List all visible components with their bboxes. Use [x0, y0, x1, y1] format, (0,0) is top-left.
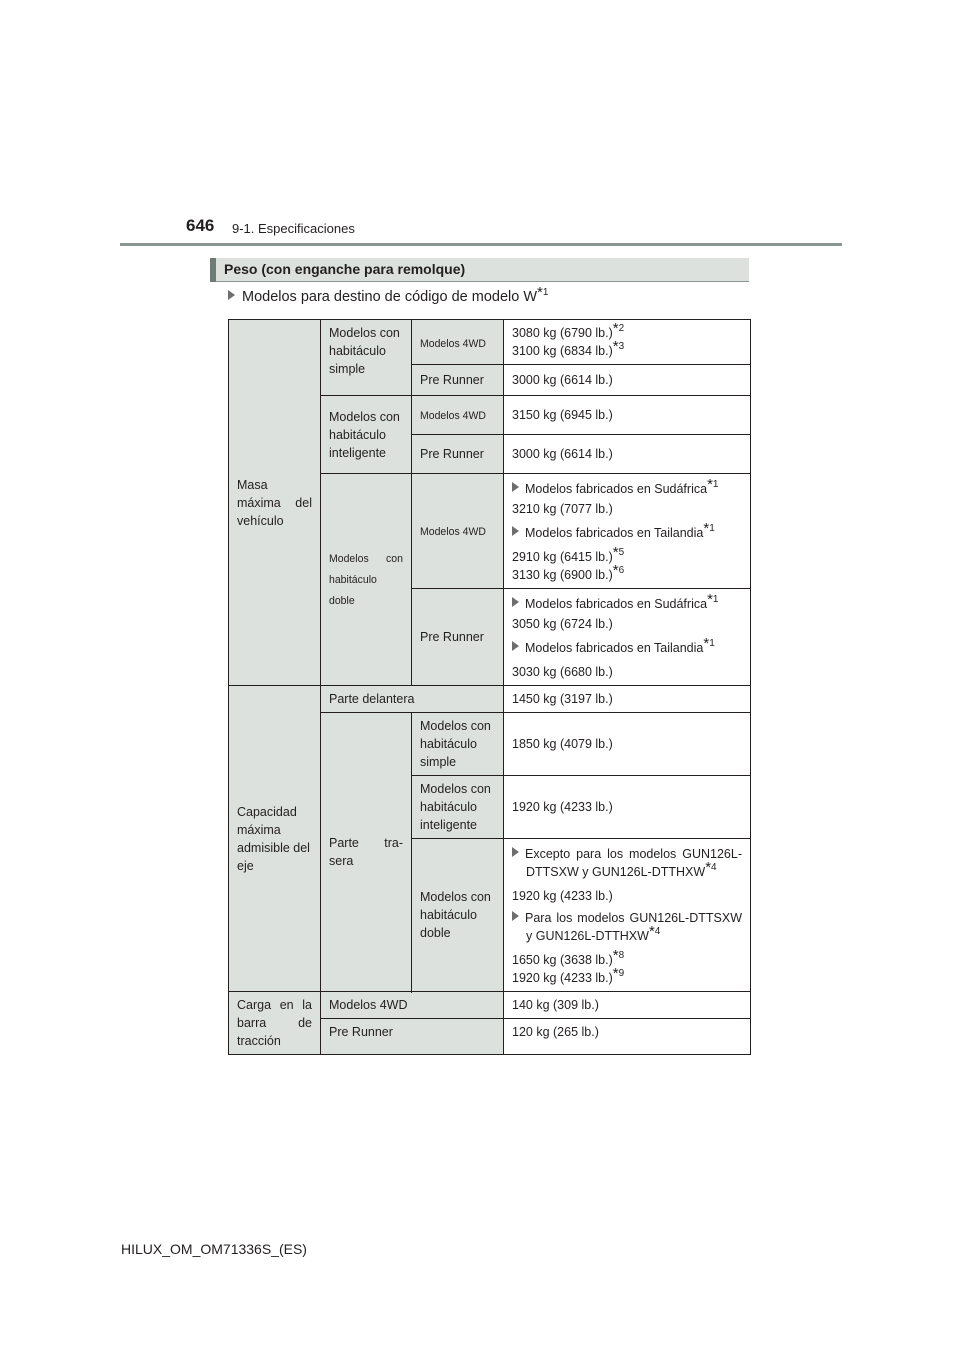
document-code: HILUX_OM_OM71336S_(ES) — [121, 1241, 307, 1257]
value-cell: Modelos fabricados en Sudáfrica$^{*1}$ 3050 kg (6724 lb.) Modelos fabricados en Tailandia$^{*1}$ 3030 kg (6680 lb.) — [504, 589, 751, 686]
subsection-title — [228, 284, 549, 305]
cab-simple-label: Modelos con habitáculo simple — [412, 713, 504, 776]
variant-prerunner-label: Pre Runner — [321, 1019, 504, 1055]
section-heading — [210, 258, 749, 282]
variant-prerunner-label: Pre Runner — [412, 365, 504, 396]
value-cell: 140 kg (309 lb.) — [504, 992, 751, 1019]
value-cell: 1850 kg (4079 lb.) — [504, 713, 751, 776]
subtitle-text: Modelos para destino de código de modelo W — [242, 289, 538, 305]
value-cell: 3000 kg (6614 lb.) — [504, 435, 751, 474]
bullet-triangle-icon — [228, 290, 235, 300]
axle-front-label: Parte delantera — [321, 686, 504, 713]
axle-rear-label: Parte tra-sera — [321, 713, 412, 992]
section-title: 9-1. Especificaciones — [232, 221, 355, 236]
weight-spec-table — [228, 319, 751, 1055]
row-header-carga: Carga en la barra de tracción — [229, 992, 321, 1055]
cab-inteligente-label: Modelos con habitáculo inteligente — [321, 396, 412, 474]
variant-prerunner-label: Pre Runner — [412, 589, 504, 686]
table-row — [229, 320, 751, 365]
value-cell: 3080 kg (6790 lb.)$^{*2}$ 3100 kg (6834 lb.)$^{*3}$ — [504, 320, 751, 365]
table-row — [229, 686, 751, 713]
cab-doble-label: Modelos con habitáculo doble — [412, 839, 504, 992]
variant-4wd-label: Modelos 4WD — [412, 474, 504, 589]
variant-4wd-label: Modelos 4WD — [412, 320, 504, 365]
section-heading-text: Peso (con enganche para remolque) — [224, 261, 466, 277]
variant-4wd-label: Modelos 4WD — [412, 396, 504, 435]
value-cell: 120 kg (265 lb.) — [504, 1019, 751, 1055]
value-cell: 1450 kg (3197 lb.) — [504, 686, 751, 713]
value-cell: 3000 kg (6614 lb.) — [504, 365, 751, 396]
heading-stripe — [210, 258, 216, 282]
cab-inteligente-label: Modelos con habitáculo inteligente — [412, 776, 504, 839]
row-header-capacidad: Capacidad máxima admisible del eje — [229, 686, 321, 992]
variant-4wd-label: Modelos 4WD — [321, 992, 504, 1019]
row-header-masa: Masa máxima del vehículo — [229, 320, 321, 686]
footnote-ref: *1 — [537, 284, 549, 301]
page-number: 646 — [186, 216, 215, 235]
value-cell: Modelos fabricados en Sudáfrica$^{*1}$ 3210 kg (7077 lb.) Modelos fabricados en Tailandia$^{*1}$ 2910 kg (6415 lb.)$^{*5}$ 3130 kg (6900 lb.)$^{*6}$ — [504, 474, 751, 589]
value-cell: 3150 kg (6945 lb.) — [504, 396, 751, 435]
cab-simple-label: Modelos con habitáculo simple — [321, 320, 412, 396]
value-cell: Excepto para los modelos GUN126L-DTTSXW y GUN126L-DTTHXW$^{*4}$ 1920 kg (4233 lb.) Para los modelos GUN126L-DTTSXW y GUN126L-DTTHXW$^{*4}$ 1650 kg (3638 lb.)$^{*8}$ 1920 kg (4233 lb.)$^{*9}$ — [504, 839, 751, 992]
header-divider — [120, 243, 842, 246]
cab-doble-label: Modelos con habitáculo doble — [321, 474, 412, 686]
variant-prerunner-label: Pre Runner — [412, 435, 504, 474]
table-row — [229, 992, 751, 1019]
value-cell: 1920 kg (4233 lb.) — [504, 776, 751, 839]
